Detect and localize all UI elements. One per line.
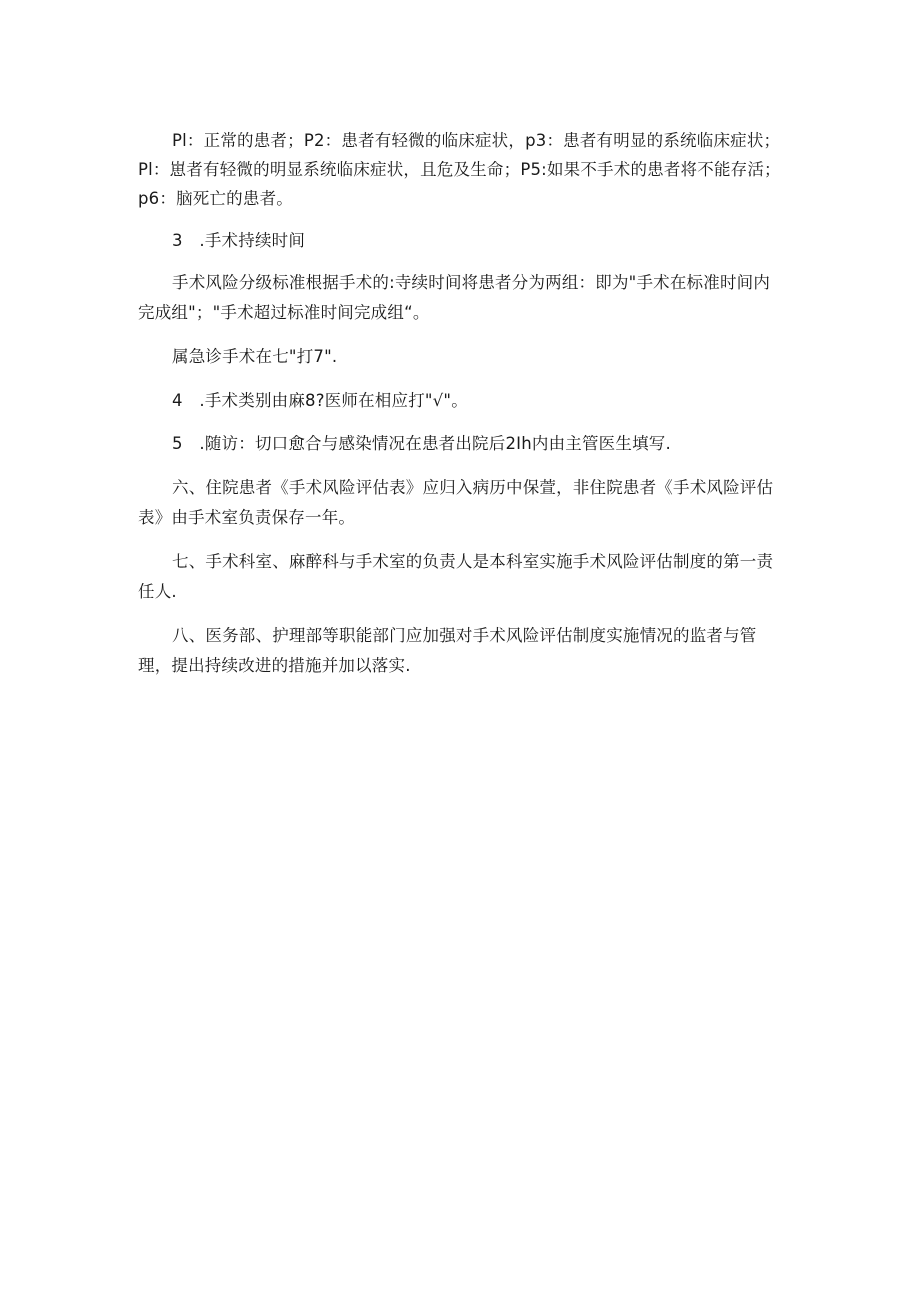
text-line: 4 .手术类别由麻8?医师在相应打"√"。 xyxy=(172,391,468,410)
text-line: p6：脑死亡的患者。 xyxy=(138,189,293,208)
text-line: 表》由手术室负责保存一年。 xyxy=(138,508,356,527)
text-line: Pl：正常的患者；P2：患者有轻微的临床症状，p3：患者有明显的系统临床症状； xyxy=(172,131,781,150)
text-line: 任人. xyxy=(138,582,177,601)
text-line: 八、医务部、护理部等职能部门应加强对手术风险评估制度实施情况的监者与管 xyxy=(172,626,757,645)
text-line: 六、住院患者《手术风险评估表》应归入病历中保萱，非住院患者《手术风险评估 xyxy=(172,478,774,497)
text-line: Pl：崽者有轻微的明显系统临床症状，且危及生命；P5:如果不手术的患者将不能存活； xyxy=(138,160,781,179)
text-line: 手术风险分级标准根据手术的:寺续时间将患者分为两组：即为"手术在标准时间内 xyxy=(172,273,771,292)
text-line: 七、手术科室、麻醉科与手术室的负责人是本科室实施手术风险评估制度的第一责 xyxy=(172,552,774,571)
text-line: 5 .随访：切口愈合与感染情况在患者出院后2Ih内由主管医生填写. xyxy=(172,434,671,453)
text-line: 属急诊手术在七"打7". xyxy=(172,347,338,366)
text-line: 理，提出持续改进的措施并加以落实. xyxy=(138,656,411,675)
section-heading: 3 .手术持续时间 xyxy=(172,231,306,250)
text-line: 完成组"；"手术超过标准时间完成组“。 xyxy=(138,303,430,322)
